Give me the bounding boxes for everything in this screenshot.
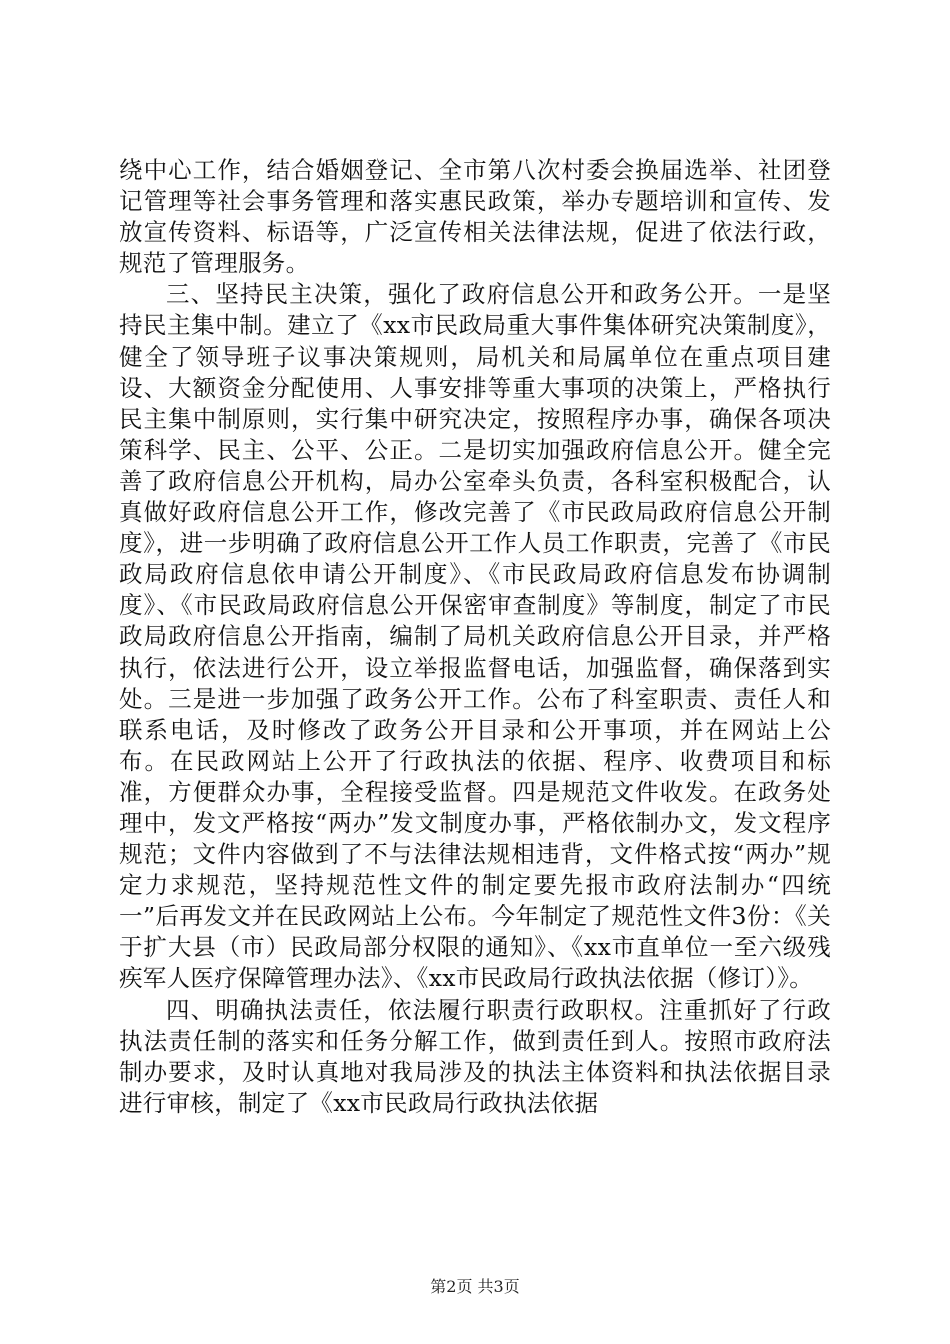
paragraph-section-three: 三、坚持民主决策，强化了政府信息公开和政务公开。一是坚持民主集中制。建立了《xx市民政局重大事件集体研究决策制度》，健全了领导班子议事决策规则，局机关和局属单位在重点项目建设、大额资金分配使用、人事安排等重大事项的决策上，严格执行民主集中制原则，实行集中研究决定，按照程序办事，确保各项决策科学、民主、公平、公正。二是切实加强政府信息公开。健全完善了政府信息公开机构，局办公室牵头负责，各科室积极配合，认真做好政府信息公开工作，修改完善了《市民政局政府信息公开制度》，进一步明确了政府信息公开工作人员工作职责，完善了《市民政局政府信息依申请公开制度》、《市民政局政府信息发布协调制度》、《市民政局政府信息公开保密审查制度》等制度，制定了市民政局政府信息公开指南，编制了局机关政府信息公开目录，并严格执行，依法进行公开，设立举报监督电话，加强监督，确保落到实处。三是进一步加强了政务公开工作。公布了科室职责、责任人和联系电话，及时修改了政务公开目录和公开事项，并在网站上公布。在民政网站上公开了行政执法的依据、程序、收费项目和标准，方便群众办事，全程接受监督。四是规范文件收发。在政务处理中，发文严格按“两办”发文制度办事，严格依制办文，发文程序规范；文件内容做到了不与法律法规相违背，文件格式按“两办”规定力求规范，坚持规范性文件的制定要先报市政府法制办“四统一”后再发文并在民政网站上公布。今年制定了规范性文件3份：《关于扩大县（市）民政局部分权限的通知》、《xx市直单位一至六级残疾军人医疗保障管理办法》、《xx市民政局行政执法依据（修订）》。 (119, 280, 831, 993)
paragraph-continuation: 绕中心工作，结合婚姻登记、全市第八次村委会换届选举、社团登记管理等社会事务管理和落实惠民政策，举办专题培训和宣传、发放宣传资料、标语等，广泛宣传相关法律法规，促进了依法行政，规范了管理服务。 (119, 156, 831, 278)
page-number-footer: 第2页 共3页 (430, 1277, 520, 1296)
document-body (119, 155, 831, 1119)
paragraph-section-four: 四、明确执法责任，依法履行职责行政职权。注重抓好了行政执法责任制的落实和任务分解工作，做到责任到人。按照市政府法制办要求，及时认真地对我局涉及的执法主体资料和执法依据目录进行审核，制定了《xx市民政局行政执法依据 (119, 995, 831, 1117)
